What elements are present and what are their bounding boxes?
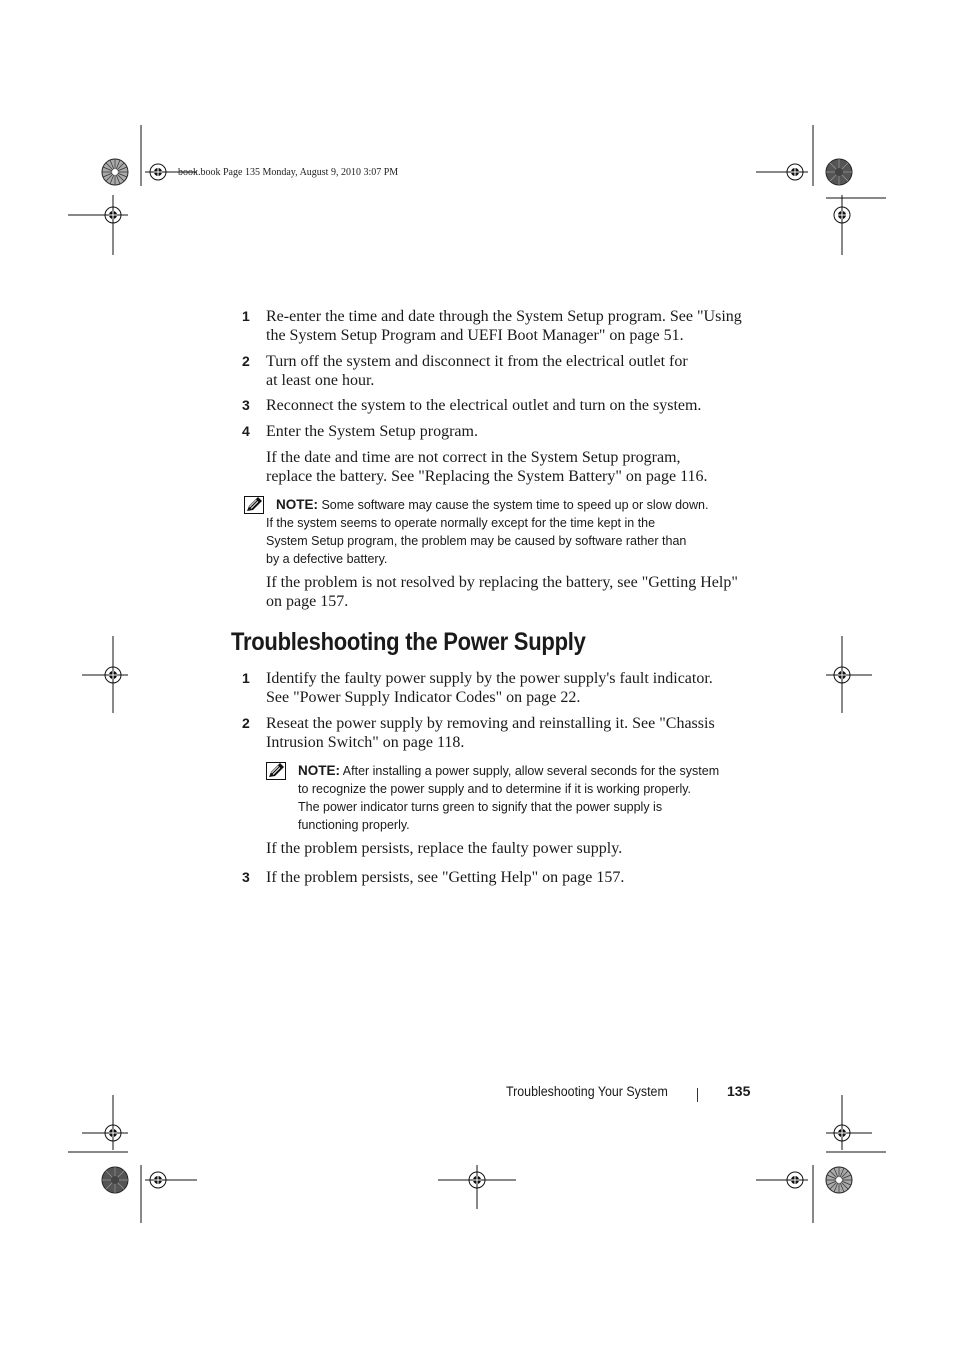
footer-divider	[697, 1088, 698, 1102]
note-label: NOTE:	[298, 763, 340, 778]
note-pencil-icon	[244, 496, 264, 514]
section-heading: Troubleshooting the Power Supply	[231, 628, 586, 656]
step-text: Reconnect the system to the electrical outlet and turn on the system.	[266, 397, 702, 414]
step-number: 1	[242, 670, 250, 686]
note: NOTE: Some software may cause the system time to speed up or slow down. If the system seems to operate normally except for the time kept in the System Setup program, the problem may be caused by software rather than by a defective battery.	[266, 497, 709, 566]
starburst-icon	[826, 1167, 852, 1193]
step-number: 2	[242, 353, 250, 369]
step-number: 2	[242, 715, 250, 731]
step-text: If the problem persists, see "Getting Help" on page 157.	[266, 869, 625, 886]
step-text: Reseat the power supply by removing and reinstalling it. See "Chassis Intrusion Switch" on page 118.	[266, 715, 715, 751]
step-text: Re-enter the time and date through the System Setup program. See "Using the System Setup Program and UEFI Boot Manager" on page 51.	[266, 308, 742, 344]
step-number: 4	[242, 423, 250, 439]
print-info: book.book Page 135 Monday, August 9, 2010 3:07 PM	[178, 167, 399, 178]
body-paragraph: If the problem is not resolved by replacing the battery, see "Getting Help" on page 157.	[266, 574, 738, 610]
step-text: Identify the faulty power supply by the power supply's fault indicator. See "Power Supply Indicator Codes" on page 22.	[266, 670, 713, 706]
note-pencil-icon	[266, 762, 286, 780]
body-paragraph: If the problem persists, replace the faulty power supply.	[266, 840, 623, 857]
body-paragraph: If the date and time are not correct in the System Setup program, replace the battery. See "Replacing the System Battery" on page 116.	[266, 449, 708, 485]
starburst-icon	[826, 159, 852, 185]
starburst-icon	[102, 1167, 128, 1193]
step-number: 1	[242, 308, 250, 324]
starburst-icon	[102, 159, 128, 185]
step-number: 3	[242, 869, 250, 885]
note: NOTE: After installing a power supply, allow several seconds for the system to recognize the power supply and to determine if it is working properly. The power indicator turns green to signify that the power supply is functioning properly.	[298, 763, 720, 832]
step-text: Enter the System Setup program.	[266, 423, 478, 440]
note-label: NOTE:	[276, 497, 318, 512]
footer-chapter-title: Troubleshooting Your System	[506, 1084, 668, 1099]
page-number: 135	[727, 1083, 751, 1099]
step-text: Turn off the system and disconnect it from the electrical outlet for at least one hour.	[266, 353, 688, 389]
step-number: 3	[242, 397, 250, 413]
